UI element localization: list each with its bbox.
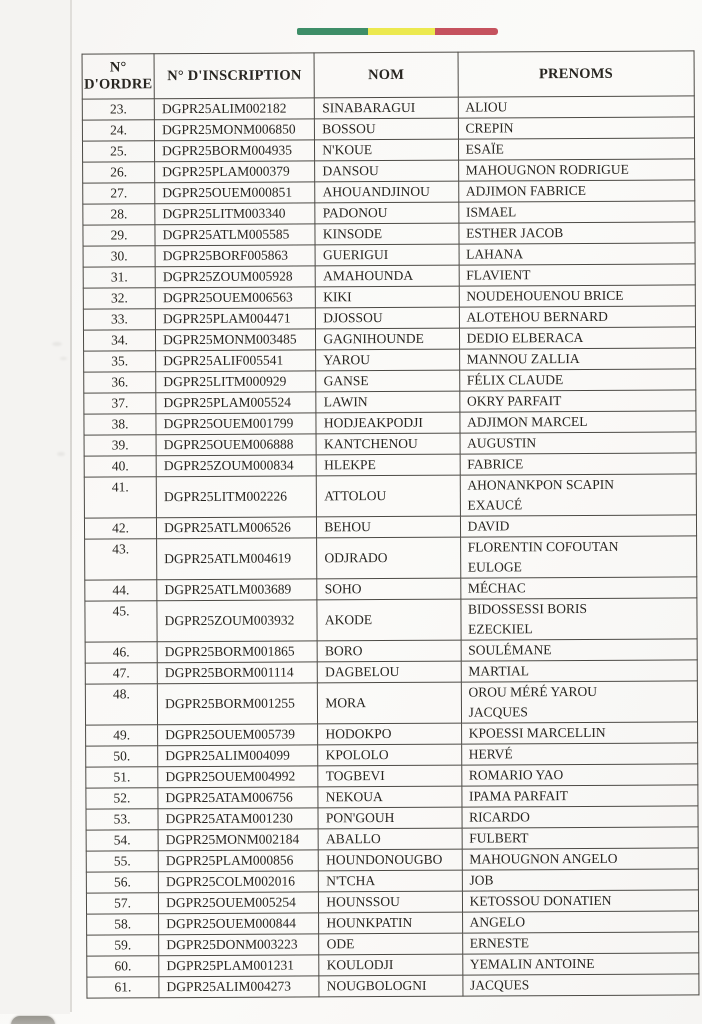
- cell-ordre: 54.: [86, 830, 158, 851]
- cell-prenoms: CREPIN: [458, 117, 695, 139]
- table-header-row: [82, 51, 694, 99]
- cell-nom: AHOUANDJINOU: [315, 181, 458, 203]
- cell-nom: TOGBEVI: [318, 765, 461, 787]
- cell-inscription: DGPR25OUEM000844: [159, 913, 319, 935]
- cell-inscription: DGPR25BORF005863: [155, 245, 315, 267]
- cell-prenoms: MÉCHAC: [460, 577, 697, 599]
- cell-prenoms: LAHANA: [459, 243, 696, 265]
- cell-inscription: DGPR25ZOUM005928: [155, 266, 315, 288]
- cell-nom: AMAHOUNDA: [316, 265, 459, 287]
- cell-inscription: DGPR25OUEM006888: [156, 434, 316, 456]
- col-header-prenoms: PRENOMS: [458, 51, 695, 97]
- cell-ordre: 46.: [85, 642, 157, 663]
- cell-nom: ATTOLOU: [317, 475, 460, 517]
- cell-prenoms: RICARDO: [462, 806, 699, 828]
- table-row: [83, 159, 695, 183]
- cell-inscription: DGPR25PLAM000856: [158, 850, 318, 872]
- cell-prenoms: SOULÉMANE: [461, 639, 698, 661]
- table-row: [87, 974, 699, 998]
- cell-inscription: DGPR25ALIM002182: [154, 98, 314, 120]
- table-row: [85, 536, 697, 580]
- cell-ordre: 50.: [86, 746, 158, 767]
- cell-ordre: 58.: [87, 914, 159, 935]
- cell-nom: KANTCHENOU: [316, 433, 459, 455]
- cell-prenoms: ERNESTE: [462, 932, 699, 954]
- cell-inscription: DGPR25LITM000929: [156, 371, 316, 393]
- cell-nom: GANSE: [316, 370, 459, 392]
- cell-ordre: 31.: [83, 267, 155, 288]
- cell-ordre: 38.: [84, 414, 156, 435]
- cell-nom: KOULODJI: [319, 954, 462, 976]
- cell-prenoms: DEDIO ELBERACA: [459, 327, 696, 349]
- col-header-ordre: N° D'ORDRE: [82, 54, 154, 99]
- cell-inscription: DGPR25BORM001114: [157, 662, 317, 684]
- table-row: [86, 848, 698, 872]
- cell-ordre: 55.: [86, 851, 158, 872]
- cell-ordre: 42.: [84, 518, 156, 539]
- table-row: [83, 285, 695, 309]
- cell-inscription: DGPR25DONM003223: [159, 934, 319, 956]
- flag-green-bar: [297, 28, 368, 35]
- cell-inscription: DGPR25ZOUM003932: [157, 600, 317, 642]
- cell-ordre: 39.: [84, 435, 156, 456]
- cell-inscription: DGPR25OUEM006563: [155, 287, 315, 309]
- cell-ordre: 36.: [84, 372, 156, 393]
- cell-nom: BOSSOU: [315, 118, 458, 140]
- cell-nom: PON'GOUH: [318, 807, 461, 829]
- cell-inscription: DGPR25BORM001255: [157, 683, 317, 725]
- cell-ordre: 57.: [86, 893, 158, 914]
- cell-nom: HLEKPE: [316, 454, 459, 476]
- cell-inscription: DGPR25ATLM003689: [157, 579, 317, 601]
- cell-prenoms: IPAMA PARFAIT: [461, 785, 698, 807]
- cell-inscription: DGPR25PLAM000379: [155, 161, 315, 183]
- cell-ordre: 33.: [83, 309, 155, 330]
- cell-prenoms: AUGUSTIN: [460, 432, 697, 454]
- col-header-nom: NOM: [314, 52, 457, 98]
- cell-inscription: DGPR25MONM006850: [154, 119, 314, 141]
- cell-ordre: 40.: [84, 456, 156, 477]
- inscription-roster-table: [82, 50, 700, 998]
- cell-nom: HODOKPO: [318, 723, 461, 745]
- cell-ordre: 27.: [83, 183, 155, 204]
- cell-inscription: DGPR25MONM003485: [156, 329, 316, 351]
- cell-ordre: 41.: [84, 477, 156, 518]
- cell-ordre: 26.: [83, 162, 155, 183]
- cell-nom: ODE: [319, 933, 462, 955]
- cell-ordre: 47.: [85, 663, 157, 684]
- cell-nom: NOUGBOLOGNI: [319, 975, 462, 997]
- cell-prenoms: ALOTEHOU BERNARD: [459, 306, 696, 328]
- roster-table-wrap: [82, 50, 700, 998]
- cell-ordre: 32.: [83, 288, 155, 309]
- table-row: [86, 890, 698, 914]
- cell-ordre: 24.: [82, 120, 154, 141]
- cell-ordre: 51.: [86, 767, 158, 788]
- cell-prenoms: ANGELO: [462, 911, 699, 933]
- page-left-margin: [0, 0, 70, 1014]
- benin-flag-stripe: [297, 28, 498, 35]
- cell-prenoms: KETOSSOU DONATIEN: [462, 890, 699, 912]
- cell-nom: KIKI: [316, 286, 459, 308]
- cell-inscription: DGPR25ALIM004273: [159, 976, 319, 998]
- cell-nom: ABALLO: [318, 828, 461, 850]
- cell-prenoms: ADJIMON FABRICE: [458, 180, 695, 202]
- cell-inscription: DGPR25COLM002016: [158, 871, 318, 893]
- cell-inscription: DGPR25PLAM004471: [155, 308, 315, 330]
- cell-prenoms: JACQUES: [462, 974, 699, 996]
- cell-prenoms: ROMARIO YAO: [461, 764, 698, 786]
- table-row: [84, 474, 696, 518]
- cell-inscription: DGPR25BORM004935: [155, 140, 315, 162]
- cell-inscription: DGPR25PLAM005524: [156, 392, 316, 414]
- cell-prenoms: ALIOU: [458, 96, 695, 118]
- cell-prenoms: FLORENTIN COFOUTAN EULOGE: [460, 536, 697, 578]
- cell-ordre: 56.: [86, 872, 158, 893]
- cell-inscription: DGPR25ATAM001230: [158, 808, 318, 830]
- cell-prenoms: FULBERT: [462, 827, 699, 849]
- cell-prenoms: NOUDEHOUENOU BRICE: [459, 285, 696, 307]
- cell-prenoms: JOB: [462, 869, 699, 891]
- cell-nom: ODJRADO: [317, 537, 460, 579]
- cell-prenoms: OKRY PARFAIT: [459, 390, 696, 412]
- cell-inscription: DGPR25ATAM006756: [158, 787, 318, 809]
- cell-inscription: DGPR25ATLM004619: [157, 538, 317, 580]
- cell-ordre: 28.: [83, 204, 155, 225]
- cell-inscription: DGPR25LITM002226: [156, 476, 316, 518]
- cell-inscription: DGPR25ALIF005541: [156, 350, 316, 372]
- cell-ordre: 30.: [83, 246, 155, 267]
- cell-nom: SINABARAGUI: [315, 97, 458, 119]
- cell-inscription: DGPR25MONM002184: [158, 829, 318, 851]
- cell-ordre: 25.: [82, 141, 154, 162]
- scan-smudge: [57, 452, 65, 456]
- cell-ordre: 44.: [85, 580, 157, 601]
- flag-yellow-bar: [368, 28, 435, 35]
- cell-ordre: 48.: [85, 684, 157, 725]
- cell-ordre: 52.: [86, 788, 158, 809]
- cell-inscription: DGPR25ZOUM000834: [156, 455, 316, 477]
- cell-ordre: 23.: [82, 99, 154, 120]
- table-row: [85, 598, 697, 642]
- cell-inscription: DGPR25LITM003340: [155, 203, 315, 225]
- flag-red-bar: [435, 28, 498, 35]
- cell-ordre: 45.: [85, 601, 157, 642]
- cell-ordre: 59.: [87, 935, 159, 956]
- cell-prenoms: MAHOUGNON RODRIGUE: [458, 159, 695, 181]
- cell-nom: KPOLOLO: [318, 744, 461, 766]
- cell-nom: GAGNIHOUNDE: [316, 328, 459, 350]
- cell-inscription: DGPR25BORM001865: [157, 641, 317, 663]
- cell-prenoms: FÉLIX CLAUDE: [459, 369, 696, 391]
- cell-prenoms: FLAVIENT: [459, 264, 696, 286]
- cell-ordre: 61.: [87, 977, 159, 998]
- cell-nom: BORO: [317, 640, 460, 662]
- cell-nom: MORA: [318, 682, 461, 724]
- cell-nom: GUERIGUI: [315, 244, 458, 266]
- cell-nom: DANSOU: [315, 160, 458, 182]
- cell-inscription: DGPR25OUEM004992: [158, 766, 318, 788]
- cell-prenoms: MAHOUGNON ANGELO: [462, 848, 699, 870]
- cell-nom: HOUNSSOU: [319, 891, 462, 913]
- cell-prenoms: DAVID: [460, 515, 697, 537]
- cell-prenoms: FABRICE: [460, 453, 697, 475]
- bottom-left-button-fragment: [11, 1016, 55, 1024]
- cell-ordre: 49.: [86, 725, 158, 746]
- cell-ordre: 37.: [84, 393, 156, 414]
- cell-nom: LAWIN: [316, 391, 459, 413]
- cell-prenoms: MARTIAL: [461, 660, 698, 682]
- cell-prenoms: OROU MÉRÉ YAROU JACQUES: [461, 681, 698, 723]
- cell-nom: HOUNDONOUGBO: [319, 849, 462, 871]
- cell-inscription: DGPR25OUEM005254: [159, 892, 319, 914]
- scan-smudge: [52, 342, 62, 346]
- cell-prenoms: ADJIMON MARCEL: [459, 411, 696, 433]
- cell-nom: YAROU: [316, 349, 459, 371]
- cell-prenoms: ESAÏE: [458, 138, 695, 160]
- cell-ordre: 60.: [87, 956, 159, 977]
- cell-nom: PADONOU: [315, 202, 458, 224]
- cell-nom: AKODE: [317, 599, 460, 641]
- cell-inscription: DGPR25OUEM005739: [158, 724, 318, 746]
- cell-prenoms: BIDOSSESSI BORIS EZECKIEL: [460, 598, 697, 640]
- cell-prenoms: AHONANKPON SCAPIN EXAUCÉ: [460, 474, 697, 516]
- cell-ordre: 35.: [84, 351, 156, 372]
- scan-smudge: [60, 357, 67, 360]
- col-header-inscription: N° D'INSCRIPTION: [154, 53, 314, 99]
- cell-prenoms: ISMAEL: [458, 201, 695, 223]
- page-fold-line: [70, 0, 72, 1012]
- cell-ordre: 29.: [83, 225, 155, 246]
- cell-nom: BEHOU: [317, 516, 460, 538]
- cell-ordre: 53.: [86, 809, 158, 830]
- cell-nom: HOUNKPATIN: [319, 912, 462, 934]
- cell-inscription: DGPR25PLAM001231: [159, 955, 319, 977]
- table-body: [82, 96, 699, 998]
- cell-inscription: DGPR25OUEM001799: [156, 413, 316, 435]
- cell-nom: HODJEAKPODJI: [316, 412, 459, 434]
- cell-prenoms: KPOESSI MARCELLIN: [461, 722, 698, 744]
- table-row: [83, 306, 695, 330]
- cell-inscription: DGPR25ATLM005585: [155, 224, 315, 246]
- cell-ordre: 34.: [83, 330, 155, 351]
- cell-nom: SOHO: [317, 578, 460, 600]
- cell-prenoms: MANNOU ZALLIA: [459, 348, 696, 370]
- cell-nom: KINSODE: [315, 223, 458, 245]
- cell-prenoms: HERVÉ: [461, 743, 698, 765]
- table-row: [85, 681, 697, 725]
- cell-nom: N'KOUE: [315, 139, 458, 161]
- cell-inscription: DGPR25OUEM000851: [155, 182, 315, 204]
- cell-nom: N'TCHA: [319, 870, 462, 892]
- cell-nom: DAGBELOU: [318, 661, 461, 683]
- cell-prenoms: YEMALIN ANTOINE: [462, 953, 699, 975]
- cell-inscription: DGPR25ATLM006526: [157, 517, 317, 539]
- cell-prenoms: ESTHER JACOB: [459, 222, 696, 244]
- cell-nom: DJOSSOU: [316, 307, 459, 329]
- cell-ordre: 43.: [85, 539, 157, 580]
- cell-inscription: DGPR25ALIM004099: [158, 745, 318, 767]
- cell-nom: NEKOUA: [318, 786, 461, 808]
